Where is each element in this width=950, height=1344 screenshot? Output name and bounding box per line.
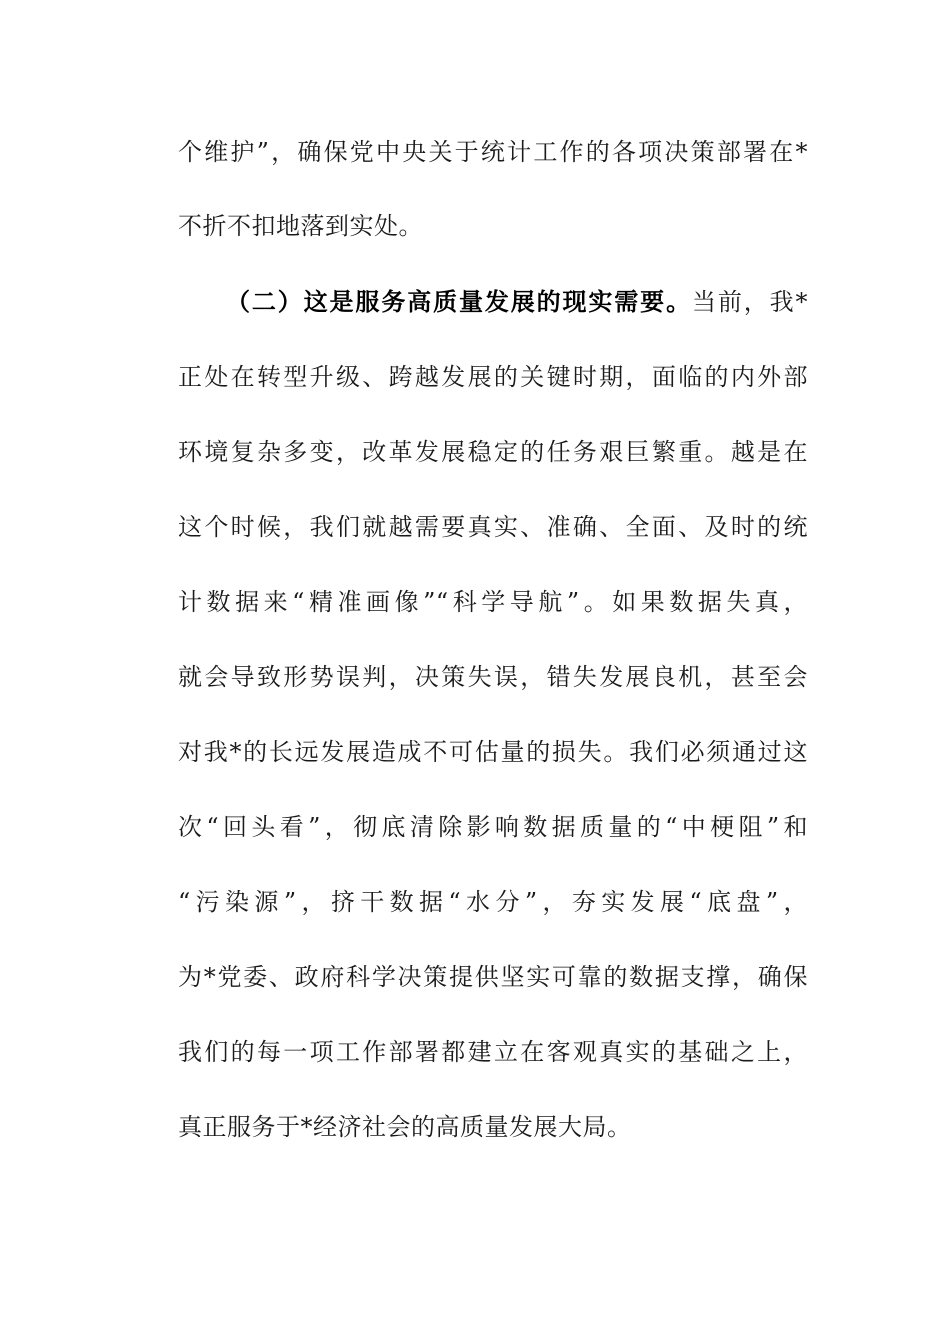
paragraph-2-line-1-text: 当前，我* bbox=[691, 288, 808, 316]
paragraph-2-line-5: 计数据来“精准画像”“科学导航”。如果数据失真， bbox=[178, 588, 808, 616]
paragraph-2-line-6: 就会导致形势误判，决策失误，错失发展良机，甚至会 bbox=[178, 663, 808, 691]
paragraph-1-line-2: 不折不扣地落到实处。 bbox=[178, 212, 423, 240]
paragraph-2-line-8: 次“回头看”，彻底清除影响数据质量的“中梗阻”和 bbox=[178, 813, 808, 841]
paragraph-2-line-2: 正处在转型升级、跨越发展的关键时期，面临的内外部 bbox=[178, 363, 808, 391]
section-heading: （二）这是服务高质量发展的现实需要。 bbox=[226, 287, 692, 316]
paragraph-2-line-12: 真正服务于*经济社会的高质量发展大局。 bbox=[178, 1113, 632, 1141]
paragraph-2-line-1 bbox=[226, 282, 808, 322]
paragraph-2-line-11: 我们的每一项工作部署都建立在客观真实的基础之上， bbox=[178, 1038, 808, 1066]
paragraph-2-line-9: “污染源”，挤干数据“水分”，夯实发展“底盘”， bbox=[178, 888, 808, 916]
paragraph-2-line-10: 为*党委、政府科学决策提供坚实可靠的数据支撑，确保 bbox=[178, 963, 808, 991]
paragraph-1-line-1: 个维护”，确保党中央关于统计工作的各项决策部署在* bbox=[178, 138, 808, 166]
paragraph-2-line-3: 环境复杂多变，改革发展稳定的任务艰巨繁重。越是在 bbox=[178, 438, 808, 466]
paragraph-2-line-7: 对我*的长远发展造成不可估量的损失。我们必须通过这 bbox=[178, 738, 808, 766]
paragraph-2-line-4: 这个时候，我们就越需要真实、准确、全面、及时的统 bbox=[178, 513, 808, 541]
